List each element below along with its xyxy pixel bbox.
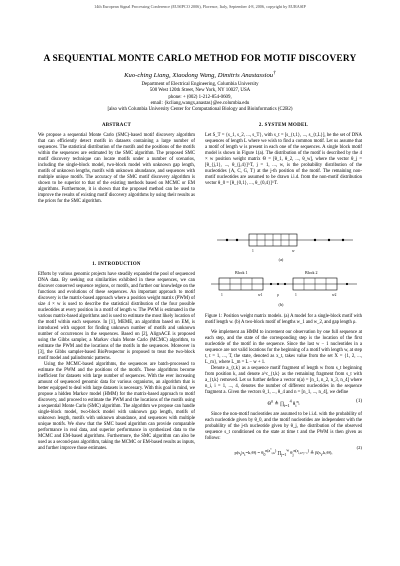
sequence-nucleotide-dot — [342, 239, 344, 241]
tick-label-1: 1 — [295, 293, 297, 297]
sequence-nucleotide-dot — [328, 239, 330, 241]
tick-label-w1: w1 — [258, 293, 263, 297]
sequence-nucleotide-dot — [346, 283, 348, 285]
intro-paragraph-1: Efforts by various genomic projects have steadily expanded the pool of sequenced DNA data. By seeking out similarities exhibited in these sequences, we can discover conserved sequence regions, or motifs, and further our knowledge on the functions and evolutions of these sequences. An important approach to motif discovery is the matrix-based approach where a position weight matrix (PWM) of size 4 × w is used to describe the statistical distribution of the four possible nucleotides at every position in a motif of length w. The PWM is estimated in the various matrix-based algorithms and is used to estimate the most likely location of the motif within each sequence. In [1], MEME, an algorithm based on EM, is introduced with support for finding unknown number of motifs and unknown number of occurrences in the sequences. Based on [2], AlignACE is proposed using the Gibbs sampler, a Markov chain Monte Carlo (MCMC) algorithm, to estimate the PWM and the locations of the motifs in the sequences. Moreover in [3], the Gibbs sampler-based BioProspector is proposed to treat the two-block motif model and palindromic patterns. — [38, 272, 195, 361]
tick-label-1: 1 — [221, 293, 223, 297]
sequence-nucleotide-dot — [314, 239, 316, 241]
paper-title: A SEQUENTIAL MONTE CARLO METHOD FOR MOTIF DISCOVERY — [43, 54, 357, 64]
author-names: Kuo-ching Liang, Xiaodong Wang, Dimitris Anastassiou — [124, 72, 274, 80]
system-model-paragraph-1: Let S_T = {s_1, s_2, ..., s_T}, with s_t = [s_{t,1}, ..., s_{t,L}], be the set of DNA sequences of length L where we wish to find a common motif. Let us assume that a motif of length w is present in each one of the sequences. A single block motif model is shown in Figure 1(a). The distribution of the motif is described by the 4 × w position weight matrix Θ = [θ_1, θ_2, ..., θ_w], where the vector θ_j = [θ_{j,1}, ..., θ_{j,4}]^T, j = 1, ..., w, is the probability distribution of the nucleotides {A, C, G, T} at the j-th position of the motif. The remaining non-motif nucleotides are assumed to be drawn i.i.d. from the non-motif distribution vector θ_0 = [θ_{0,1}, ..., θ_{0,4}]^T. — [205, 133, 362, 186]
introduction-section — [38, 262, 195, 452]
gap-nucleotide-dot — [284, 283, 286, 285]
gap-nucleotide-dot — [270, 283, 272, 285]
introduction-heading: 1. INTRODUCTION — [92, 262, 141, 267]
tick-label-w: w — [292, 249, 295, 253]
author-footnote-mark: † — [273, 70, 276, 76]
system-model-paragraph-2: We implement an HMM to increment our observation by one full sequence at each step, and the state of the corresponding step is the location of the first nucleotide of the motif in the sequence. Since the last w − 1 nucleotides in a sequence are not valid locations for the beginning of a motif with length w, at step t, t = 1, ..., T, the state, denoted as x_t, takes value from the set X = {1, 2, ..., L_m}, where L_m = L − w + 1. — [205, 329, 362, 365]
tick-label-rho: ρ — [277, 293, 279, 297]
figure-1-caption: Figure 1: Position weight matrix models. (a) A model for a single-block motif with motif length w. (b) A two-block motif of lengths w_1 and w_2, and gap length ρ. — [205, 314, 362, 325]
tick-label-w2: w2 — [332, 293, 337, 297]
equation-2-number: (2) — [356, 445, 362, 451]
system-model-continued — [205, 314, 362, 461]
subfigure-a-label: (a) — [278, 257, 284, 262]
system-model-section — [205, 123, 362, 187]
equation-2 — [205, 445, 362, 458]
gap-nucleotide-dot — [277, 283, 279, 285]
equation-2-body: $p(s_t|x_t=k,\Theta) = \theta_0^{n(a^c_{t,k})}$ $\prod_{j=1}^w$ $\theta_j^{n(a_{t,k+j-1})}$ ≜ $\beta(s_t,k,\Theta)$, — [234, 446, 333, 458]
block-2-label: Block 2 — [305, 270, 318, 275]
sequence-nucleotide-dot — [236, 239, 238, 241]
equation-1-body: $\Theta^n$ ≜ $\prod_{i=1}^4$ $\theta_i^{n_i}$ — [267, 398, 300, 409]
subfigure-b-label: (b) — [278, 302, 284, 307]
two-block-diagram — [211, 270, 357, 307]
sequence-nucleotide-dot — [226, 239, 228, 241]
affiliation-line: Department of Electrical Engineering, Columbia University — [141, 82, 259, 87]
abstract-section — [38, 123, 195, 205]
affiliation-line: [also with Columbia University Center for Computational Biology and Bioinformatics (C2B2) — [107, 107, 293, 113]
equation-1 — [205, 399, 362, 410]
abstract-text: We propose a sequential Monte Carlo (SMC)-based motif discovery algorithm that can efficiently detect motifs in datasets containing a large number of sequences. The statistical distribution of the motifs and the positions of the motifs within the sequences are estimated by the SMC algorithm. The proposed SMC motif discovery technique can locate motifs under a number of scenarios, including the single-block model, two-block model with unknown gap length, motifs of unknown lengths, motifs with unknown abundance, and sequences with multiple unique motifs. The accuracy of the SMC motif discovery algorithm is shown to be superior to that of the existing methods based on MCMC or EM algorithms. Furthermore, it is shown that the proposed method can be used to improve the results of existing motif discovery algorithms by using their results as the priors for the SMC algorithm. — [38, 133, 195, 204]
equation-1-number: (1) — [356, 398, 362, 404]
affiliation-line: email: {kcliang,wangx,anastas}@ee.columbia.edu — [150, 100, 250, 106]
author-list — [0, 70, 400, 79]
tick-label-1: 1 — [252, 249, 254, 253]
block-1-label: Block 1 — [235, 270, 248, 275]
system-model-paragraph-3: Denote a_{t,k} as a sequence motif fragment of length w from s_t beginning from position k, and denote a^c_{t,k} as the remaining fragment from s_t with a_{t,k} removed. Let us further define a vector n(a) = [n_1, n_2, n_3, n_4] where n_i, i = 1, ..., 4, denotes the number of different nucleotides in the sequence fragment a. Given the vectors θ_1, ..., θ_4 and n = [n_1, ..., n_4], we define — [205, 365, 362, 395]
conference-header: 14th European Signal Processing Conference (EUSIPCO 2006), Florence, Italy, September 4-8, 2006, copyright by EURASIP — [94, 4, 306, 9]
system-model-paragraph-4: Since the non-motif nucleotides are assumed to be i.i.d. with the probability of each nucleotide given by θ_0, and the motif nucleotides are independent with the probability of the j-th nucleotide given by θ_j, the distribution of the observed sequence s_t conditioned on the state at time t and the PWM is then given as follows: — [205, 412, 362, 442]
affiliation-block — [40, 82, 360, 113]
affiliation-line: 500 West 120th Street, New York, NY 10027, USA — [149, 88, 251, 94]
abstract-heading: ABSTRACT — [101, 123, 132, 128]
position-weight-matrix-figure — [205, 228, 362, 310]
intro-paragraph-2: Using the MCMC-based algorithms, the sequences are batch-processed to estimate the PWM and the positions of the motifs. These algorithms become inefficient for datasets with large number of sequences. With the ever increasing amount of sequenced genomic data for various organisms, an algorithm that is better equipped to deal with large datasets is necessary. With this goal in mind, we propose a hidden Markov model (HMM) for the matrix-based approach to motif discovery, and proceed to estimate the PWM and the locations of the motifs using a sequential Monte Carlo (SMC) algorithm. The algorithm we propose can handle single-block model, two-block model with unknown gap length, motifs of unknown length, motifs with unknown abundance, and sequences with multiple unique motifs. We show that the SMC based algorithm can provide comparable performance in real data, and superior performance in synthesized data to the MCMC and EM-based algorithms. Furthermore, the SMC algorithm can also be used as a second-pass algorithm, taking the MCMC or EM-based results as inputs, and further improve those estimates. — [38, 362, 195, 451]
affiliation-line: phone: + (002) 1-212-854-0609, — [168, 94, 232, 100]
single-block-diagram — [217, 234, 353, 262]
system-model-heading: 2. SYSTEM MODEL — [258, 123, 309, 128]
